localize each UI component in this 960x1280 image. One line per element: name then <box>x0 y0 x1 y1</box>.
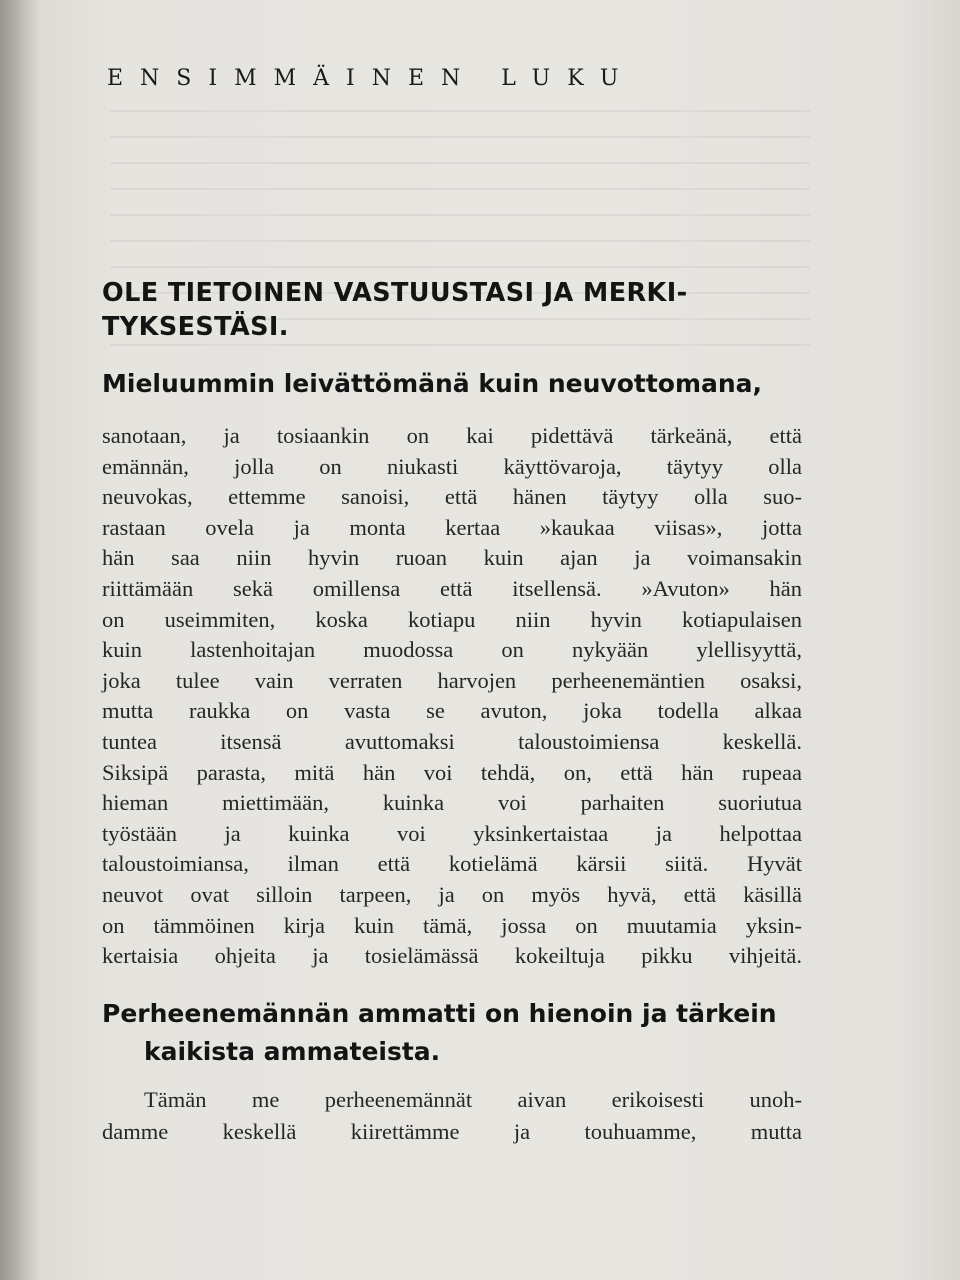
chapter-heading <box>102 276 807 344</box>
text-line: on tämmöinen kirja kuin tämä, jossa on muutamia yksin- <box>102 912 802 938</box>
text-line: damme keskellä kiirettämme ja touhuamme, mutta <box>102 1119 802 1144</box>
paragraph <box>102 421 802 972</box>
text-line: riittämään sekä omillensa että itsellensä. »Avuton» hän <box>102 575 802 601</box>
text-line: työstään ja kuinka voi yksinkertaistaa ja helpottaa <box>102 820 802 846</box>
chapter-heading-line: TYKSESTÄSI. <box>102 312 289 342</box>
text-line: emännän, jolla on niukasti käyttövaroja, täytyy olla <box>102 453 802 479</box>
text-line: neuvot ovat silloin tarpeen, ja on myös hyvä, että käsillä <box>102 881 802 907</box>
text-line: on useimmiten, koska kotiapu niin hyvin kotiapulaisen <box>102 606 802 632</box>
text-line: mutta raukka on vasta se avuton, joka todella alkaa <box>102 698 802 724</box>
subheading: Mieluummin leivättömänä kuin neuvottomana, <box>102 369 763 398</box>
text-line: kuin lastenhoitajan muodossa on nykyään ylellisyyttä, <box>102 637 802 663</box>
text-line: kertaisia ohjeita ja tosielämässä kokeiltuja pikku vihjeitä. <box>102 943 802 969</box>
subheading <box>102 995 777 1071</box>
text-line: taloustoimiansa, ilman että kotielämä kärsii siitä. Hyvät <box>102 851 802 877</box>
text-line: hän saa niin hyvin ruoan kuin ajan ja voimansakin <box>102 545 802 571</box>
paragraph <box>102 1084 802 1148</box>
text-line: sanotaan, ja tosiaankin on kai pidettävä tärkeänä, että <box>102 423 802 448</box>
text-line: joka tulee vain verraten harvojen perheenemäntien osaksi, <box>102 667 802 693</box>
subheading-line: Perheenemännän ammatti on hienoin ja tärkein <box>102 999 777 1028</box>
subheading-line: kaikista ammateista. <box>144 1037 441 1066</box>
text-line: hieman miettimään, kuinka voi parhaiten suoriutua <box>102 790 802 816</box>
text-line: Tämän me perheenemännät aivan erikoisesti unoh- <box>144 1087 802 1112</box>
chapter-heading-line: OLE TIETOINEN VASTUUSTASI JA MERKI- <box>102 278 688 308</box>
text-line: tuntea itsensä avuttomaksi taloustoimiensa keskellä. <box>102 728 802 754</box>
text-line: neuvokas, ettemme sanoisi, että hänen täytyy olla suo- <box>102 484 802 510</box>
text-line: rastaan ovela ja monta kertaa »kaukaa viisas», jotta <box>102 514 802 540</box>
running-head: ENSIMMÄINEN LUKU <box>107 66 636 91</box>
text-line: Siksipä parasta, mitä hän voi tehdä, on, että hän rupeaa <box>102 759 802 785</box>
page-gutter-shadow <box>0 0 40 1280</box>
